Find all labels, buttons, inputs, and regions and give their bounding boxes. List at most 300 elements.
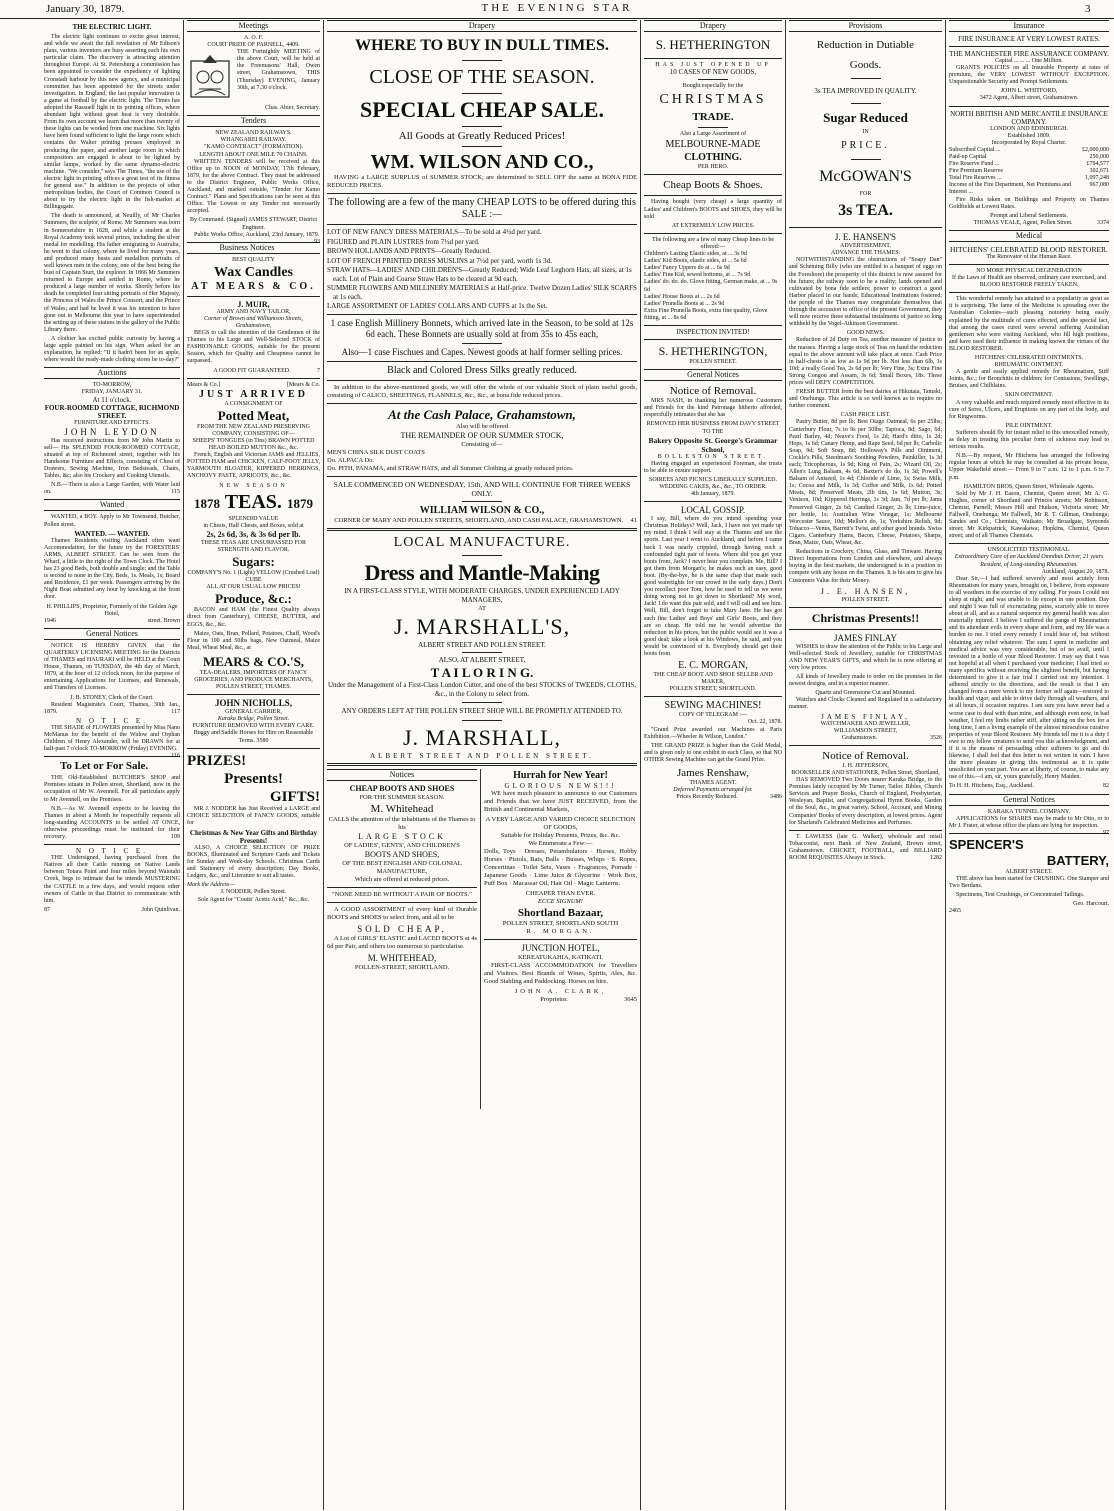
ad-headline: CLOTHING.: [684, 152, 742, 164]
ad-line: Sole Agent for "Coutts' Acetic Acid," &c., &c.: [197, 896, 310, 903]
ad-line: PILE OINTMENT.: [1005, 422, 1053, 429]
ad-line: AT EXTREMELY LOW PRICES.: [671, 222, 755, 229]
ad-body: A gentle and easily applied remedy for Rheumatism, Stiff Joints, &c.; for Bronchitis in children; for Contusions, Swellings, Bruises, and Chilblains.: [949, 369, 1109, 390]
ad-line: SOLD CHEAP.: [357, 923, 447, 934]
ad-line: GLORIOUS NEWS!!!: [504, 781, 617, 790]
ad-body: Having bought (very cheap) a large quantity of Ladies' and Children's BOOTS and SHOES, they will be sold: [644, 199, 782, 220]
tender-contract: "KAMO CONTRACT" (FORMATION).: [203, 144, 304, 151]
carrier-line: FURNITURE REMOVED WITH EVERY CARE.: [192, 723, 315, 730]
ad-body: This wonderful remedy has attained to a popularity as great as it is surprising. The fame of the Medicine is spreading over the Australian Colonies—such pleasing notoriety being easily explained by the multitude of cures effected, and the special fact, that among the cases cured were several suffering Australian gentlemen who were visiting Auckland, who fill high positions, and have used their influence in making known the virtues of the BLOOD RESTORER.: [949, 296, 1109, 352]
boots-price-list: [644, 251, 782, 322]
notice-body: THE SHADE of FLOWERS presented by Miss Nano McManus for the benefit of the Widow and Orphan Children of Henry Alexander, will be DRAWN for at half-past 7 o'clock TO-MORROW (Friday) EVENING. 116: [44, 724, 180, 760]
ad-line: CHEAPER THAN EVER.: [525, 889, 596, 897]
article-paragraph: A clothier has excited public curiosity by having a large apple painted on his sign. When asked for an explanation, he replied: "If it hadn't been for an apple, where would the ready-made clothing stores be to-day?": [44, 335, 180, 364]
presents-headline: Presents!: [224, 770, 283, 787]
carrier-title: GENERAL CARRIER,: [225, 709, 282, 716]
boots-price-row: Ladies' House Boots at ... 2s 6d: [644, 293, 720, 300]
boots-price-row: Ladies' Kid Boots, elastic sides, at ... 5s 6d: [644, 258, 747, 265]
tailor-address: Corner of Brown and Williamson Streets, Grahamstown,: [204, 315, 303, 329]
ad-body: HAVING a LARGE SURPLUS of SUMMER STOCK, are determined to SELL OFF the same at BONA FIDE REDUCED PRICES.: [327, 174, 637, 189]
column-rule: [323, 20, 324, 1510]
ad-line: We Enumerate a Few:—: [528, 839, 593, 847]
ad-line: Prompt and Liberal Settlements.: [990, 212, 1068, 219]
ad-line: ECCE SIGNUM!: [538, 897, 583, 905]
ad-body: ALSO, A CHOICE SELECTION OF PRIZE BOOKS, Illuminated and Scripture Cards and Tickets for Sunday and Week-day Schools. Christmas Cards and Stationery of every description; Day Books, Ledgers, &c., and Literature to suit all tastes.: [187, 844, 320, 880]
notice-heading: N O T I C E.: [76, 847, 148, 856]
capital-value: 967,080: [1089, 182, 1109, 189]
ad-line: J. NODDER, Pollen Street.: [220, 889, 287, 896]
column-5: [789, 20, 942, 1510]
ad-line: UNSOLICITED TESTIMONIAL.: [987, 547, 1071, 554]
article-heading: LOCAL GOSSIP.: [680, 505, 746, 516]
notices-right: [484, 769, 637, 1004]
ad-line: PER HERO.: [697, 164, 729, 171]
ad-line: Prices Recently Reduced. 3486: [676, 794, 782, 801]
sale-lots-list: [327, 228, 637, 311]
section-header-insurance: Insurance: [949, 20, 1109, 32]
article-heading: THE ELECTRIC LIGHT.: [72, 23, 152, 31]
ad-body: FRESH BUTTER from the best dairies at Hikutaia, Tamaki, and Onehunga. This article is so well known as to require no further comment.: [789, 389, 942, 410]
ad-line: FOR: [859, 191, 872, 198]
ad-body: Maize, Oats, Bran, Pollard, Potatoes, Chaff, Wood's Flour in 100 and 50lbs bags, New Oatmeal, Maize Meal, Wheat Meal, &c., at: [187, 630, 320, 651]
ad-headline: HITCHENS' CELEBRATED BLOOD RESTORER.: [950, 244, 1108, 254]
ad-line: OF LADIES', GENTS', AND CHILDREN'S: [344, 841, 460, 849]
whitehead-name: M. Whitehead: [370, 802, 434, 815]
ad-headline: Reduction in Dutiable: [816, 39, 915, 51]
ad-headline: Notice of Removal.: [669, 385, 757, 398]
section-header-drapery: Drapery: [644, 20, 782, 32]
boots-price-row: Ladies' Prunella Boots at ... 2s 9d: [644, 300, 725, 307]
notice-heading: N O T I C E.: [76, 716, 148, 725]
ad-headline: Produce, &c.:: [215, 591, 292, 607]
ad-line: NEW SEASON: [219, 482, 288, 489]
notices-block: [327, 769, 637, 1109]
capital-row: [949, 168, 1109, 175]
capital-label: Income of the Fire Department, Net Premiums and Interest ...: [949, 182, 1071, 196]
meeting-court: COURT PRIDE OF PARNELL, 4409.: [207, 42, 300, 49]
marshall-name: J. MARSHALL'S,: [393, 613, 571, 639]
section-header-general-notices: General Notices: [644, 369, 782, 381]
capital-row: [949, 147, 1109, 154]
ad-line: ALBERT STREET AND POLLEN STREET.: [418, 640, 546, 649]
ad-line: Suitable for Holiday Presents, Prizes, &c. &c.: [500, 831, 621, 839]
ad-list: Dolls, Toys · Dresses, Perambulators · Horses, Hobby Horses · Pistols, Bats, Balls · Busses, Whips · S. Ropes, Concertinas · Toilet Sets, Vases · Fragrances, Pomade · Japanese Goods · Lime Juice & Glycerine · Work Box, Puff Box · Macassar Oil, Hair Oil · Magic Lanterns.: [484, 847, 637, 887]
ad-body: WISHES to draw the attention of the Public to his Large and Well-selected Stock of Jewellery, suitable for CHRISTMAS AND NEW YEAR'S GIFTS, and which he is now offering at very low prices.: [789, 643, 942, 671]
ad-line: GOOD NEWS.: [846, 330, 885, 337]
ad-line: The following are a few of many Cheap lines to be offered:—: [652, 236, 774, 250]
column-rule: [640, 20, 641, 1510]
ad-line: Bakery Opposite St. George's Grammar School,: [648, 435, 778, 454]
column-2: [187, 20, 320, 1510]
boots-price-row: Ladies' Fine Kid, sewed bottoms, at ... 7s 9d: [644, 272, 751, 279]
carrier-name: JOHN NICHOLLS,: [214, 698, 292, 709]
tender-length: LENGTH ABOUT ONE MILE 70 CHAINS.: [199, 151, 308, 158]
ad-line: KEREATUKAHIA, KATIKATI.: [517, 953, 604, 961]
carrier-address: Karaka Bridge, Pollen Street.: [217, 716, 290, 723]
ad-line: ADVANCE THE THAMES.: [830, 250, 901, 257]
capital-row: [949, 182, 1109, 196]
column-6: [949, 20, 1109, 1510]
ad-headline: Potted Meat,: [217, 407, 290, 423]
section-header-wanted: Wanted: [44, 499, 180, 511]
ad-body: In addition to the above-mentioned goods, we will offer the whole of our valuable Stock of plain useful goods, consisting of CALICO, SHEETINGS, FLANNELS, &c., &c., at bona fide reduced prices.: [327, 383, 637, 399]
ad-line: LONDON AND EDINBURGH.: [990, 125, 1068, 132]
tender-footer: Public Works Office, Auckland, 23rd January, 1879. 93: [194, 231, 320, 245]
ad-line: SOIREES AND PICNICS LIBERALLY SUPPLIED.: [648, 476, 778, 483]
ad-line: SALE COMMENCED ON WEDNESDAY, 15th, AND WILL CONTINUE FOR THREE WEEKS ONLY.: [333, 479, 631, 498]
ad-merchant: AT MEARS & CO.: [191, 280, 316, 292]
ad-body: THE GRAND PRIZE is higher than the Gold Medal, and is given only to one exhibit in each Class, so that NO OTHER Sewing Machine can get the Grand Prize.: [644, 742, 782, 763]
ad-body: Having engaged an experienced Foreman, she trusts to be able to ensure support.: [644, 460, 782, 474]
ad-headline: 3s TEA.: [838, 202, 893, 220]
ad-body: Pastry Butter, 8d per lb; Best Otago Oatmeal, 6s per 25lbs; Canterbury Flour, 7s to 9s per 50lbs; Tapioca, 8d; Sago, 6d; Pearl Barley, 4d; Neave's Food, 1s 2d; Hard's ditto, 1s 2d; Hops, 1s 6d; Canary Hemp, and Rape Seed, 6d per lb; Carbolic Soap, 9d; Soft Soap, 8d; Holloway's Pills and Ointment, Cockle's Pills, Steedman's Soothing Powders, Painkiller, 1s 3d each; Tricopherous, 1s 9d; King of Pain, 2s; Wizard Oil, 2s; Allen's Lung Balsam, 4s 6d; Baxter's do do, 1s 3d; Powell's Balsam of Aniseed, 1s 4d; Chloride of Lime, 1s; Swiss Milk, 1s; Cocoa and Milk, 1s 3d; Coffee and Milk, 1s 6d; Potted Meats, 8d; Preserved Meats, 2lb tins, 1s 6d; Mutton, 3s; Venison, 10d; Kippered Herrings, 1s 3d; Jam, 7d per lb; Jams Preserved Ginger, 2s 6d; Candied Ginger, 2s lb; Lime-juice, per bottle, 1s; Australian Wine Vinegar, 1s; Melbourne Worcester Sauce, 10d; Mellor's do, 1s; Yorkshire Relish, 9d; Tobacco—Venus, Barrett's Twist, and other good brands. Swiss Cigars. Canterbury Hams, Bacon, Cheese, Potatoes, Sharps, Bran, Maize, Oats, Wheat, &c.: [789, 419, 942, 547]
battery-heading: BATTERY,: [1046, 852, 1109, 868]
notices-left: [327, 769, 477, 972]
testimonial-body: Dear Sir,—I had suffered severely and most acutely from Rheumatism for many years, brought on, I believe, from exposure to all weathers in the exercise of my calling. For years I could not sleep at night, and was unable to lie except in one position. Day and night I was full of excruciating pains, scarcely able to move about at all, and as a natural sequence my general health was also materially injured. I believe I suffered the pangs of Rheumatism and its attendant evils in every shape and form, and my life was a burden to me. I tried every remedy I could hear of, but without obtaining any relief whatever. The sum I spent in medicine and medical advice was very considerable, but of no avail, until I invested in a bottle of your Blood Restorer. I may say that I was not hopeful at all when I purchased your medicine; I had tried so many specifics without receiving the slightest benefit, but having determined to give it a fair trial I carried out my intention. I adhered strictly to the directions, and the result is that I am changed from a mere wreck to my former self again—restored to health and vigor, and able to drive daily through all weathers, and at all hours, if occasion requires. I am sure you have never had a worse case to deal with than mine, and although even now, in bad weather, I feel my limbs rather stiff, after sitting on the box for a long time, I am a living example of the almost miraculous curative properties of your Blood Restorer. My friends tell me it is a duty I owe to my fellow creatures to send you this acknowledgment, and if it is the means of persuading other sufferers to go and do likewise, I shall feel that this letter is not written in vain. I have the more pleasure in giving this testimonial as it is quite unsolicited on your part. You are at liberty, of course, to make any use of this.—I am, sir, yours gratefully, Henry Maiden.: [949, 575, 1109, 781]
ad-line: THE CHEAP BOOT AND SHOE SELLER AND MAKER,: [653, 672, 773, 686]
tender-signature: By Command. (Signed) JAMES STEWART, District Engineer.: [189, 217, 318, 231]
spencers-heading: SPENCER'S: [949, 836, 1024, 852]
ad-body: Sold by Mr J. H. Eason, Chemist, Queen street; Mr A. G. Hughes, corner of Shortland and Princes streets; Mr Robinson, Chemist, Parnell; Messrs Hill and Hudson, Victoria street; Mr Fallwell, Onehunga; Mr Fallwell, Mr R. T. Gillman, Onehunga; Sandes and Co., Chemists, Waikato; Mr Broadgate, Symonds street; Mr Kirkpatrick, Kawakawa; Hopkins, Chemist, Queen street; and of all Thames Chemists.: [949, 490, 1109, 540]
sale-lot-item: SUMMER FLOWERS AND MILLINERY MATERIALS at Half-price. Twelve Dozen Ladies' SILK SCARFS at 1s each.: [327, 284, 637, 301]
ad-headline: MEARS & CO.'S,: [202, 653, 305, 669]
ad-line: 2465: [949, 908, 961, 915]
ad-body: Watches and Clocks Cleaned and Regulated in a satisfactory manner.: [789, 697, 942, 711]
ad-line: AT: [478, 604, 486, 612]
ad-line: Deferred Payments arranged for.: [673, 787, 753, 794]
article-paragraph: The electric light continues to excite great interest, and while we await the full revelation of Mr Edison's plans, various inventors are busy asserting each his own particular claim. The discovery is attracting attention throughout Europe. At St. Petersburg a commission has been appointed to consider the expediency of lighting Cronstadt harbour by this new agency, and a municipal committee has been appointed for the streets under investigation. In England, the last popular innovation is a game at football by the electric light. The Times has adopted the Rassuell light in its printing offices, where abundant light without great heat is very desirable. From its own account we learn that more than twenty of these lights can be worked from one machine. Six lights have been found sufficient to light the large room which contains the Walter printing presses employed in producing the paper, and another large room in which compositors are engaged is about to be lighted by similar lamps, worked by the same dynamo-electric machine. "We consider," says The Times, "the use of the electric light in printing offices a great test of its fitness for general use." In addition to the projects of other metropolitan bodies, the Court of Common Council is about to try the electric light in the fish-market at Billingsgate.: [44, 34, 180, 211]
ad-line: SKIN OINTMENT.: [1005, 392, 1053, 399]
hansen-name: J. E. HANSEN'S: [834, 232, 897, 243]
ad-line: If the Laws of Health are observed, ordinary care exercised, and: [952, 275, 1106, 282]
tailor-name: J. MUIR,: [237, 299, 270, 309]
capital-row: [949, 154, 1109, 161]
section-header-meetings: Meetings: [187, 20, 320, 32]
ad-headline: KARAKA TUNNEL COMPANY.: [987, 808, 1071, 815]
wilson-signature: WILLIAM WILSON & CO.,: [419, 504, 545, 516]
ad-line: THESE TEAS ARE UNSURPASSED FOR STRENGTH AND FLAVOR.: [200, 539, 307, 553]
ad-body: Specimens, Test Crushings, or Concentrated Tailings.: [956, 892, 1085, 899]
ad-body: BACON and HAM (the Finest Quality always direct from Canterbury), CHEESE, BUTTER, and EGGS, &c., &c.: [187, 607, 320, 628]
section-header-tenders: Tenders: [187, 115, 320, 127]
capital-label: Fire Reserve Fund ...: [949, 161, 1000, 168]
ad-line: Extraordinary Cure of an Auckland Omnibus Driver, 21 years Resident, of Long-standing Rheumatism.: [954, 554, 1104, 568]
ad-line: BOLLESTON STREET.: [657, 453, 769, 460]
capital-value: 250,000: [1089, 153, 1109, 160]
licensing-signature: J. B. STONEY, Clerk of the Court.: [70, 694, 154, 701]
auction-note: N.B.—There is also a Large Garden, with Water laid on. 115: [44, 482, 180, 496]
boots-price-row: Ladies' Fancy Uppers do at ... 6s 9d: [644, 265, 730, 272]
ad-headline: CHEAP BOOTS AND SHOES: [349, 783, 455, 793]
section-header-provisions: Provisions: [789, 20, 942, 32]
ad-paragraph: Under the Management of a First-Class London Cutter, and one of the best STOCKS of TWEEDS, CLOTHS, &c., in the Colony to select from.: [327, 680, 636, 698]
ad-line: SPLENDID VALUE: [228, 515, 279, 522]
column-4: [644, 20, 782, 1510]
ad-line: RHEUMATIC OINTMENT.: [994, 362, 1064, 369]
ad-line: To H. H. Hitchens, Esq., Auckland. 82: [949, 783, 1109, 790]
ad-line: OF THE BEST ENGLISH AND COLONIAL MANUFACTURE,: [342, 859, 462, 875]
ad-headline: CHRISTMAS: [659, 92, 767, 108]
ad-line: JOHN L. WHITFORD,: [1000, 88, 1058, 95]
marshall-name: J. MARSHALL,: [402, 724, 562, 750]
ad-line: THAMES AGENT.: [689, 780, 737, 786]
auction-date: FRIDAY, JANUARY 31.: [81, 389, 143, 396]
tender-heading: NEW ZEALAND RAILWAYS.: [215, 130, 292, 137]
column-rule: [785, 20, 786, 1510]
ad-headline: WHERE TO BUY IN DULL TIMES.: [355, 37, 609, 54]
ad-body: Reductions in Crockery, China, Glass, and Tinware. Having Direct Importations from London and elsewhere, and always buying in the best markets, the undersigned is in a position to compete with any house on the Thames. It is his aim to give his Customers Value for their Money.: [789, 549, 942, 584]
ad-line: FOR THE SUMMER SEASON.: [359, 793, 445, 801]
ad-line: BOOKSELLER AND STATIONER, Pollen Street, Shortland,: [791, 770, 940, 776]
ad-line: POLLEN STREET.: [689, 359, 737, 366]
capital-label: Total Fire Reserves ...: [949, 175, 1002, 182]
sale-lot-item: BROWN HOLLANDS AND PRINTS—Greatly Reduced.: [327, 247, 491, 255]
ad-line: BEST QUALITY: [232, 256, 275, 263]
ad-line: ALBERT STREET.: [1005, 868, 1053, 875]
ad-line: POLLEN STREET, SHORTLAND.: [669, 686, 757, 693]
mears-header: Mears & Co.] [Mears & Co.: [187, 381, 320, 388]
tailor-title: ARMY AND NAVY TAILOR,: [216, 308, 291, 315]
ad-line: COPY OF TELEGRAM :—: [678, 712, 748, 719]
ad-line: POLLEN-STREET, SHORTLAND.: [354, 963, 450, 971]
ad-line: LARGE STOCK: [358, 831, 446, 841]
masthead: [0, 0, 1114, 19]
ad-line: Also will be offered: [455, 422, 509, 430]
ad-body: A Lot of GIRLS' ELASTIC and LACED BOOTS at 4s 6d per Pair, and others too numerous to particularise.: [327, 934, 477, 950]
ad-line: POLLEN STREET, SHORTLAND SOUTH: [502, 919, 619, 927]
ad-line: IN A FIRST-CLASS STYLE, WITH MODERATE CHARGES, UNDER EXPERIENCED LADY MANAGERS,: [344, 586, 620, 604]
ad-body: Sufferers should fly for instant relief to this unexcelled remedy, as delay in treating this peculiar form of sickness may lead to serious results.: [949, 429, 1109, 451]
boots-price-row: Extra Fine Prunella Boots, extra fine quality, Glove fitting, at ... 8s 6d: [644, 307, 768, 321]
carrier-line: Buggy and Saddle Horses for Hire on Reasonable Terms. 3580: [193, 730, 314, 744]
section-header-notices: Notices: [327, 769, 477, 781]
ad-line: ADVERTISEMENT.: [839, 243, 892, 250]
ad-body: Fire Risks taken on Buildings and Property on Thames Goldfields at Lowest Rates.: [949, 196, 1109, 210]
section-header-auctions: Auctions: [44, 367, 180, 379]
ad-line: Bought especially for the: [682, 83, 744, 90]
article-paragraph: The death is announced, at Neuilly, of Mr Charles Summers, the sculptor, of Rome. Mr Summers was born in Somersetshire in 1828, and while a student at the Royal Academy took several prizes, including the silver medal for modelling. His father emigrating to Australia, he went to that colony, where he lived for many years, and produced many busts and medallion portraits of well known men in the colony, one of the best being the bust of Captain Sturt, the explorer. In 1866 Mr Summers returned to Europe and settled in Rome, where he produced a large number of works. Shortly before his death he completed four sitting portraits of Her Majesty, the Princess of Wales the Prince Consort, and the Prince of Wales; and had he lived it was his intention to have gone out to Melbourne this year to have superintended the setting up of these statues in the gallery of the Public Library there.: [44, 213, 180, 333]
ad-line: WILLIAMSON STREET,: [833, 727, 898, 734]
ad-line: Quartz and Greenstone Cut and Mounted.: [815, 690, 916, 697]
sale-lot-item: FIGURED and PLAIN LUSTRES from 7½d per yard.: [327, 237, 480, 246]
ad-line: Grahamstown. 3526: [841, 734, 942, 741]
ad-line: Mark the Address—: [187, 882, 235, 889]
boots-price-row: Children's Lasting Elastic sides, at ... 3s 0d: [644, 251, 747, 258]
ad-line: The Renovator of the Human Race.: [986, 253, 1072, 260]
ad-body: N.B.—By request, Mr Hitchens has arranged the following regular hours at which he may be consulted at his private house, Upper Wakefield street:— From 9 to 7 a.m. 12 to 1 p.m. 6 to 7 p.m.: [949, 453, 1109, 481]
masthead-title: THE EVENING STAR: [481, 2, 633, 14]
tender-body: WRITTEN TENDERS will be received at this Office up to NOON of MONDAY, 17th February, 1879, for the above Contract. They must be addressed to the District Engineer, Public Works Office, Auckland, and marked outside, "Tender for Kamo Contract." Plans and Specifications can be seen at this Office. The Lowest or any Tender not necessarily accepted.: [187, 158, 320, 215]
ad-body: Reduction of 2d Duty on Tea, another measure of justice to the masses. Having a large stock of Teas on hand the reduction equal to the above amount will take place at once. Cash Price in half-chests is as low as 1s 9d per lb. Not less than 6lb, 1s 10d; a really Good Tea, 2s 6d per lb; Very Fine, 3s; Extra Fine Strong Congou and Assam, 3s 6d; Small Boxes, 18s. These prices will DEFY COMPETITION.: [789, 337, 942, 386]
ad-body: WE have much pleasure to announce to our Customers and Friends that we have JUST RECEIVED, from the British and Continental Markets,: [484, 789, 637, 813]
ad-list: COMPANY'S No. 1 (Light) YELLOW (Crushed Loaf) CUBE: [187, 570, 320, 584]
bazaar-name: Shortland Bazaar,: [517, 906, 604, 919]
ad-paragraph: ANY ORDERS LEFT AT THE POLLEN STREET SHOP WILL BE PROMPTLY ATTENDED TO.: [341, 706, 623, 715]
ad-line: A CONSIGNMENT OF: [224, 400, 283, 407]
ad-headline: MELBOURNE-MADE: [665, 139, 761, 151]
ad-headline: THE MANCHESTER FIRE ASSURANCE COMPANY.: [949, 50, 1109, 58]
ad-line: HITCHENS' CELEBRATED OINTMENTS.: [974, 355, 1084, 361]
finlay-signature: JAMES FINLAY,: [821, 712, 910, 721]
ad-headline: NORTH BRITISH AND MERCANTILE INSURANCE COMPANY.: [950, 109, 1108, 126]
ad-headline: PRICE.: [841, 140, 890, 152]
wanted-footer: 1946 street. Brown: [44, 617, 180, 624]
auctioneer-name: JOHN LEYDON: [64, 426, 160, 437]
to-let-body: THE Old-Established BUTCHER'S SHOP and Premises situate in Pollen street, Shortland, now in the occupation of Mr W. Avennell. For all particulars apply to Mr Avennell, on the Premises.: [44, 775, 180, 803]
tailor-body: BEGS to call the attention of the Gentlemen of the Thames to his Large and Well-Selected STOCK of FASHIONABLE GOODS, suitable for the present Season, which for Quality and Cheapness cannot be surpassed.: [187, 330, 320, 365]
ad-line: INSPECTION INVITED!: [676, 327, 750, 336]
capital-label: Fire Premium Reserve: [949, 168, 1003, 175]
to-let-note: N.B.—As W. Avennell expects to be leaving the Thames in about a Month he respectfully requests all long-standing ACCOUNTS to be settled AT ONCE, otherwise proceedings must be instituted for their recovery. 109: [44, 805, 180, 840]
wanted-signature: H. PHILLIPS, Proprietor, Formerly of the Golden Age Hotel,: [46, 603, 178, 617]
ad-line: Geo. Harcourt.: [1073, 901, 1109, 908]
ad-line: HAMILTON BROS, Queen Street, Wholesale Agents.: [963, 483, 1095, 490]
ad-line: CASH PRICE LIST.: [840, 412, 891, 419]
ad-headline: Christmas Presents!!: [811, 610, 920, 625]
ad-headline: T A I L O R I N G.: [430, 664, 534, 680]
ad-headline: Wax Candles: [214, 264, 293, 280]
ad-headline: JUST ARRIVED: [199, 388, 308, 400]
auction-title: FOUR-ROOMED COTTAGE, RICHMOND STREET.: [44, 403, 180, 420]
ad-body: THE above has been started for CRUSHING. One Stamper and Two Berdans.: [949, 875, 1109, 889]
sale-lot-item: LOT OF NEW FANCY DRESS MATERIALS—To be sold at 4½d per yard.: [327, 228, 542, 236]
meeting-body: THE Fortnightly MEETING of the above Court, will be held at the Freemasons' Hall, Owen street, Grahamstown, THIS (Thursday) EVENING, January 30th, at 7.30 o'clock.: [237, 49, 320, 91]
tea-prices: 2s, 2s 6d, 3s, & 3s 6d per lb.: [206, 529, 301, 539]
ad-line: THOMAS VEALE, Agent, Pollen Street. 3374: [973, 219, 1109, 226]
ad-line: Capital ... ... ... One Million.: [995, 58, 1063, 64]
ad-headline: Hurrah for New Year!: [513, 769, 608, 781]
ad-body: GRANTS POLICIES on all Insurable Property at rates of premium, the VERY LOWEST WITHOUT EXCEPTION. Unquestionable Security and Prompt Settlements.: [949, 65, 1109, 86]
ad-body: A GOOD ASSORTMENT of every kind of Durable BOOTS and SHOES to select from, and all to be: [327, 905, 477, 921]
ad-line: THE REMAINDER OF OUR SUMMER STOCK,: [400, 430, 564, 440]
sale-lot-item: LOT OF FRENCH PRINTED DRESS MUSLINS at 7½d per yard, worth 1s 3d.: [327, 256, 552, 265]
ad-line: WATCHMAKER AND JEWELLER,: [820, 720, 911, 727]
sale-lot-item: LARGE ASSORTMENT OF LADIES' COLLARS AND CUFFS at 1s the Set.: [327, 302, 548, 310]
column-3: [327, 20, 637, 1510]
ad-line: HAS JUST OPENED UP: [655, 62, 771, 68]
ad-line: TEA-DEALERS, IMPORTERS OF FANCY GROCERIES, AND PRODUCE MERCHANTS, POLLEN STREET, THAMES.: [194, 669, 313, 691]
licensing-footer: Resident Magistrate's Court, Thames, 30th Jan., 1879. 117: [44, 701, 180, 715]
foresters-crest-icon: [187, 51, 233, 103]
ad-line: Oct. 22, 1878.: [747, 719, 782, 726]
section-header-drapery: Drapery: [327, 20, 637, 32]
capital-row: [949, 161, 1109, 168]
prizes-headline: PRIZES!: [187, 752, 247, 769]
article-paragraph: I say, Bill, where do you intend spending your Christmas Holidays? Well, Jack, I have not yet made up my mind. I think I will stay at the Thames and see the sports. Last year I went to Auckland, and before I came back I was nearly crippled, through having such a confounded tight pair of boots. Where did you get your boots from, Jack? I never hear you complain. Me, Bill? I got them from Morgan's; he makes such an easy, good boot. (By-the-bye, he is the same chap that made such good watertights for our crowd in the early days.) Don't you recollect poor Tom, how he used to tell us we were doing wrong not to go down to Shortland? My word, Jack! I do want this pair sold, and I will call and see him. Well, Bill, don't forget to take Mary Jane. He has got such fine Ladies' and Boys' and Girls' Boots, and they are so cheap. He told me he would advertise the reduction in his prices, but the public would see it was a good deal; take a look at his Windows, he said, and you would be convinced of it. Everybody should get their boots from: [644, 516, 782, 657]
ad-line: ALSO, AT ALBERT STREET,: [438, 655, 526, 664]
ad-body: T. LAWLESS (late G. Walker), wholesale and retail Tobacconist, next Bank of New Zealand, Brown street, Grahamstown. CRICKET, FOOTBALL, and BILLIARD ROOM REQUISITES Always in Stock. 1282: [789, 833, 942, 862]
wilson-name: WM. WILSON AND CO.,: [370, 151, 594, 173]
ad-line: Do. PITH, PANAMA, and STRAW HATS, and all Summer Clothing at greatly reduced prices.: [327, 464, 574, 472]
ad-line: FROM THE NEW ZEALAND PRESERVING COMPANY, CONSISTING OF—: [197, 423, 310, 437]
meeting-signature: Chas. Abier, Secretary.: [265, 105, 320, 112]
ad-headline: Sugar Reduced: [823, 110, 908, 125]
hetherington-signature: S. HETHERINGTON,: [658, 344, 768, 359]
ad-headline: Christmas & New Year Gifts and Birthday Presents!: [189, 828, 318, 845]
ad-body: APPLICATIONS for SHARES may be made to Mr Otto, or to Mr J. Frater, at whose office the plans are lying for inspection. 97: [949, 815, 1109, 836]
ad-line: A VERY LARGE AND VARIED CHOICE SELECTION OF GOODS,: [485, 815, 636, 831]
ad-headline: CLOSE OF THE SEASON.: [369, 66, 595, 88]
auction-subtitle: FURNITURE AND EFFECTS.: [74, 419, 150, 426]
ad-body: A very valuable and much required remedy most effective in its cure of Sores, Ulcers, and Eruptions on any part of the body, and for Ringworms.: [949, 399, 1109, 420]
ad-line: Incorporated by Royal Charter.: [991, 139, 1067, 146]
licensing-notice: NOTICE IS HEREBY GIVEN that the QUARTERLY LICENSING MEETING for the Districts of THAMES and HAURAKI will be HELD at the Court House, Thames, on TUESDAY, the 4th day of March, 1879, at the hour of 12 o'clock noon, for the purpose of entertaining Applications for Licenses, and Renewals, and Transfers of Licenses.: [44, 642, 180, 692]
finlay-name: JAMES FINLAY: [834, 632, 897, 643]
ad-line: 3s TEA IMPROVED IN QUALITY.: [814, 87, 917, 95]
ad-line: Proprietor. 3645: [540, 995, 637, 1003]
column-rule: [183, 20, 184, 1510]
ad-line: ALL AT OUR USUAL LOW PRICES!: [206, 584, 301, 591]
tailor-guarantee: A GOOD FIT GUARANTEED. 7: [213, 367, 320, 374]
section-header-business-notices: Business Notices: [187, 242, 320, 254]
ad-line: in Chests, Half Chests, and Boxes, sold at: [203, 522, 304, 529]
ad-line: NO MORE PHYSICAL DEGENERATION: [976, 267, 1082, 274]
capital-value: 1,097,248: [1085, 175, 1109, 182]
masthead-page-number: 3: [1085, 3, 1091, 15]
wanted-ad: WANTED, a BOY. Apply to Mr Townsend, Butcher, Pollen street.: [44, 514, 180, 528]
ad-line: BOOTS AND SHOES,: [364, 849, 440, 859]
whitehead-signature: M. WHITEHEAD,: [367, 952, 437, 963]
notice-body: THE Undersigned, having purchased from the Natives all their Cattle running on Native Lands between Totara Point and four miles beyond Waiotahi Creek, begs to intimate that he intends MUSTERING the CATTLE in a few days, and would request other owners of Cattle in that District to communicate with him.: [44, 855, 180, 904]
wanted-body: Thames Residents visiting Auckland often want Accommodation; for the future try the FORESTERS' ARMS, ALBERT STREET. Can be seen from the Wharf, a little to the right of the Town Clock. The Hotel has 23 good Beds, both double and single; and the Table is second to none in the City. Beds, 1s. Meals, 1s; Board and Residence, £1 per week. Passengers arriving by the Night Boat admitted any hour by knocking at the front door.: [44, 537, 180, 601]
ad-body: All kinds of Jewellery made to order on the premises in the newest designs, and in a superior manner.: [789, 674, 942, 688]
capital-value: 302,671: [1089, 168, 1109, 175]
ad-line: Auckland, August 20, 1878.: [1041, 568, 1109, 575]
capital-label: Subscribed Capital ...: [949, 146, 1001, 153]
ad-line: IN: [862, 129, 869, 135]
ad-list: SHEEPS' TONGUES (in Tins) BRAWN POTTED HEAD BOILED MUTTON &c., &c.: [192, 438, 315, 452]
ad-line: Which are offered at reduced prices.: [354, 875, 450, 883]
ad-line: Also a Large Assortment of: [679, 131, 747, 138]
jefferson-name: J. H. JEFFERSON,: [842, 762, 889, 769]
sale-lot-item: STRAW HATS—LADIES' AND CHILDREN'S—Greatly Reduced; Wide Leaf Leghorn Hats, all sizes, at 1s each. Lot of Plain and Coarse Straw Hats to be cleared at 9d each.: [327, 266, 632, 283]
ad-headline: SEWING MACHINES!: [664, 700, 762, 712]
ad-body: MRS NASH, in thanking her numerous Customers and Friends for the kind Patronage hitherto afforded, respectfully intimates that she has: [644, 398, 782, 419]
ad-subheadline: All Goods at Greatly Reduced Prices!: [398, 130, 566, 142]
auction-date: TO-MORROW,: [92, 382, 132, 389]
ad-headline: Dress and Mantle-Making: [364, 559, 600, 585]
ad-headline: TRADE.: [692, 111, 734, 124]
ad-headline: LOCAL MANUFACTURE.: [393, 534, 571, 550]
gifts-headline: GIFTS!: [269, 788, 320, 805]
ad-body: MR J. NODDER has Just Received a LARGE and CHOICE SELECTION of FANCY GOODS, suitable for: [187, 805, 320, 826]
ad-line: BLOOD RESTORER FREELY TAKEN.: [979, 282, 1079, 289]
ad-body: "Grand Prize awarded our Machines at Paris Exhibition.—Wheeler & Wilson, London.": [644, 726, 782, 740]
wanted-heading: WANTED. — WANTED.: [74, 529, 150, 538]
ad-line: 4th January, 1879.: [691, 491, 735, 498]
capital-label: Paid-up Capital: [949, 153, 987, 160]
mcgowan-name: McGOWAN'S: [819, 168, 912, 186]
hetherington-name: S. HETHERINGTON: [655, 37, 771, 52]
ad-line: Consisting of—: [461, 440, 503, 448]
ad-paragraph: 1 case English Millinery Bonnets, which arrived late in the Season, to be sold at 12s 6d each. These Bonnets are usually sold at from 35s to 45s each,: [330, 317, 634, 339]
cash-palace-heading: At the Cash Palace, Grahamstown,: [388, 406, 576, 422]
ad-headline: SPECIAL CHEAP SALE.: [360, 97, 604, 122]
ad-line: 10 CASES OF NEW GOODS,: [669, 68, 757, 77]
ad-headline: Notice of Removal.: [822, 749, 909, 762]
ad-headline: Cheap Boots & Shoes.: [663, 179, 763, 192]
ad-headline: Sugars:: [232, 554, 275, 570]
teas-headline: 1878 TEAS. 1879: [194, 490, 313, 513]
section-header-general-notices: General Notices: [44, 628, 180, 640]
auction-time: At 11 o'clock.: [92, 395, 132, 404]
ad-line: JOHN A. CLARK,: [514, 987, 607, 995]
capital-value: £2,000,000: [1082, 146, 1109, 153]
ad-line: Established 1809.: [1007, 132, 1051, 139]
ad-line: R. MORGAN.: [526, 927, 595, 935]
ad-subheadline: The following are a few of the many CHEAP LOTS to be offered during this SALE :—: [328, 197, 636, 220]
hotel-name: JUNCTION HOTEL,: [521, 942, 600, 953]
